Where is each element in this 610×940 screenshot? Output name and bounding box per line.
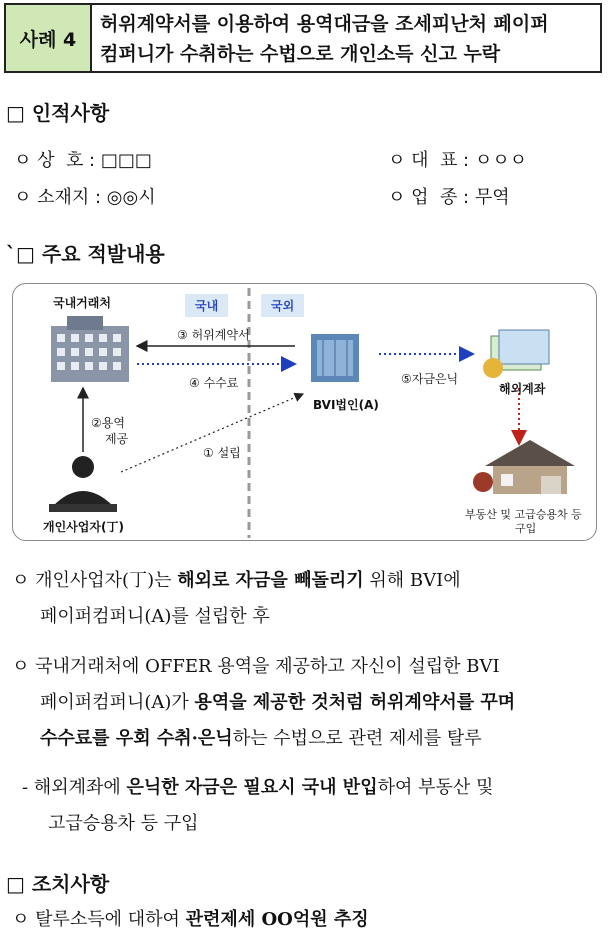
industry: ㅇ 업 종 : 무역 — [388, 187, 510, 208]
bullet-2-line2: 페이퍼컴퍼니(A)가 용역을 제공한 것처럼 허위계약서를 꾸며 — [40, 692, 516, 713]
location: ㅇ 소재지 : ◎◎시 — [14, 187, 156, 208]
case-label: 사례 4 — [6, 5, 92, 71]
property-label-2: 구입 — [515, 522, 537, 535]
case-title-line2: 컴퍼니가 수취하는 수법으로 개인소득 신고 누락 — [100, 43, 501, 65]
bvi-label: BVI법인(A) — [313, 398, 379, 412]
overseas-account-label: 해외계좌 — [499, 382, 546, 396]
case-title — [92, 5, 600, 71]
step2-label: ②용역 — [91, 416, 125, 430]
findings-heading: `□ 주요 적발내용 — [6, 242, 165, 266]
building-icon — [51, 316, 129, 382]
house-icon — [473, 440, 575, 494]
bullet-1: ㅇ 개인사업자(丁)는 해외로 자금을 빼돌리기 위해 BVI에 — [12, 570, 461, 591]
sub-bullet-line2: 고급승용차 등 구입 — [48, 813, 199, 834]
case-header — [4, 3, 602, 73]
bvi-building-icon — [311, 334, 359, 382]
step3-label: ③ 허위계약서 — [177, 328, 250, 342]
case-title-line1: 허위계약서를 이용하여 용역대금을 조세피난처 페이퍼 — [100, 13, 549, 35]
individual-label: 개인사업자(丁) — [43, 520, 124, 534]
bullet-1-line2: 페이퍼컴퍼니(A)를 설립한 후 — [40, 606, 270, 627]
step4-label: ④ 수수료 — [189, 376, 239, 390]
representative: ㅇ 대 표 : ㅇㅇㅇ — [388, 150, 528, 171]
money-icon — [483, 330, 549, 378]
diagram-graphics — [13, 284, 598, 542]
sub-bullet: - 해외계좌에 은닉한 자금은 필요시 국내 반입하여 부동산 및 — [22, 777, 494, 798]
step5-label: ⑤자금은닉 — [401, 372, 459, 386]
bullet-2: ㅇ 국내거래처에 OFFER 용역을 제공하고 자신이 설립한 BVI — [12, 656, 500, 677]
domestic-tag: 국내 — [185, 294, 228, 317]
businessman-icon — [49, 456, 117, 512]
step2-label-2: 제공 — [105, 432, 129, 446]
step1-label: ① 설립 — [203, 446, 241, 460]
property-label: 부동산 및 고급승용차 등 — [465, 508, 582, 521]
personal-heading: □ 인적사항 — [6, 101, 110, 125]
actions-heading: □ 조치사항 — [6, 872, 110, 896]
foreign-tag: 국외 — [261, 294, 304, 317]
action-item: ㅇ 탈루소득에 대하여 관련제세 OO억원 추징 — [12, 909, 369, 930]
domestic-partner-label: 국내거래처 — [53, 296, 111, 310]
bullet-2-line3: 수수료를 우회 수취·은닉하는 수법으로 관련 제세를 탈루 — [40, 728, 482, 749]
company-name: ㅇ 상 호 : □□□ — [14, 150, 152, 171]
scheme-diagram — [12, 283, 597, 541]
